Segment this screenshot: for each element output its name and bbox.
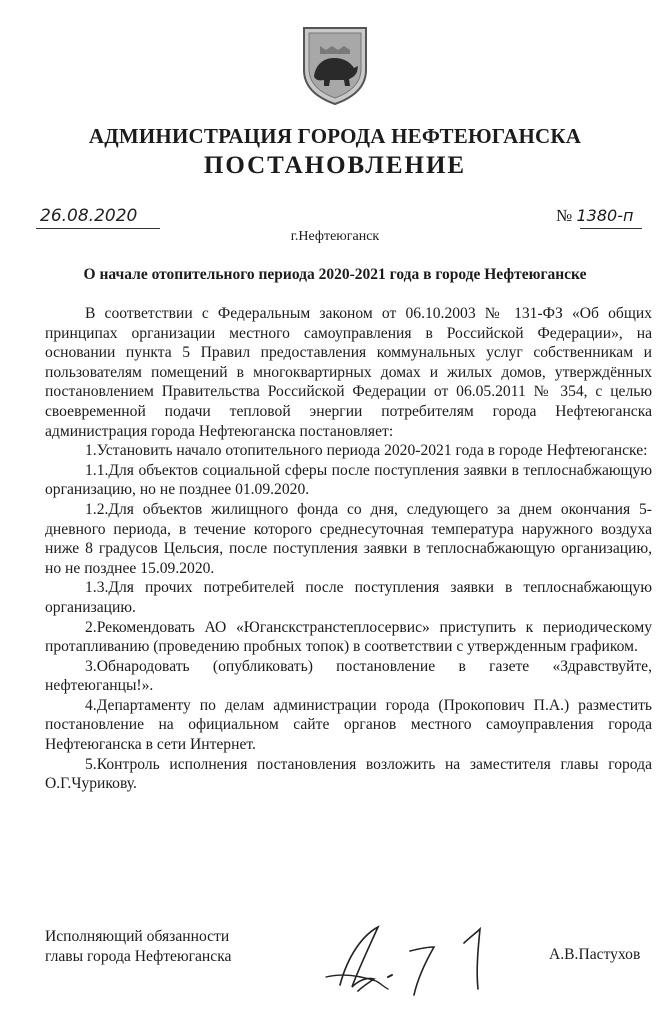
paragraph-item-1-3: 1.3.Для прочих потребителей после поступления заявки в теплоснабжающую организацию. (45, 579, 652, 616)
paragraph-item-5: 5.Контроль исполнения постановления возложить на заместителя главы города О.Г.Чурикову. (45, 755, 652, 793)
city-name: г.Нефтеюганск (290, 229, 380, 244)
signatory-position (45, 927, 231, 967)
paragraph-item-3: 3.Обнародовать (опубликовать) постановление в газете «Здравствуйте, нефтеюганцы!». (45, 657, 652, 695)
position-line-2: главы города Нефтеюганска (45, 948, 232, 965)
document-body (45, 304, 652, 794)
paragraph-item-2: 2.Рекомендовать АО «Юганскстранстеплосервис» приступить к периодическому протапливанию (проведению пробных топок) в соответствии с утвержденным графиком. (45, 618, 652, 656)
paragraph-item-1-2: 1.2.Для объектов жилищного фонда со дня, следующего за днем окончания 5-дневного периода, в течение которого среднесуточная температура наружного воздуха ниже 8 градусов Цельсия, после поступления заявки в теплоснабжающую организацию, но не позднее 15.09.2020. (45, 500, 652, 577)
number-value: 1380-п (576, 206, 634, 225)
document-title: О начале отопительного периода 2020-2021 года в городе Нефтеюганске (83, 266, 587, 283)
number-sign: № (556, 206, 573, 225)
document-number (556, 206, 633, 226)
paragraph-item-4: 4.Департаменту по делам администрации города (Прокопович П.А.) разместить постановление на официальном сайте органов местного самоуправления города Нефтеюганска в сети Интернет. (45, 696, 652, 754)
organization-name: АДМИНИСТРАЦИЯ ГОРОДА НЕФТЕЮГАНСКА (88, 124, 582, 148)
document-date: 26.08.2020 (40, 206, 138, 226)
document-type: ПОСТАНОВЛЕНИЕ (203, 152, 467, 179)
signatory-name: А.В.Пастухов (549, 946, 641, 963)
coat-of-arms-bear-icon (300, 24, 370, 106)
paragraph-item-1: 1.Установить начало отопительного периода 2020-2021 года в городе Нефтеюганске: (85, 442, 648, 460)
handwritten-signature-icon (318, 915, 503, 1005)
position-line-1: Исполняющий обязанности (45, 928, 230, 945)
paragraph-preamble: В соответствии с Федеральным законом от 06.10.2003 № 131-ФЗ «Об общих принципах организации местного самоуправления в Российской Федерации», на основании пункта 5 Правил предоставления коммунальных услуг собственникам и пользователям помещений в многоквартирных домах и жилых домов, утверждённых постановлением Правительства Российской Федерации от 06.05.2011 № 354, с целью своевременной подачи тепловой энергии потребителям города Нефтеюганска администрация города Нефтеюганска постановляет: (45, 305, 652, 440)
paragraph-item-1-1: 1.1.Для объектов социальной сферы после поступления заявки в теплоснабжающую организацию, но не позднее 01.09.2020. (45, 461, 652, 499)
